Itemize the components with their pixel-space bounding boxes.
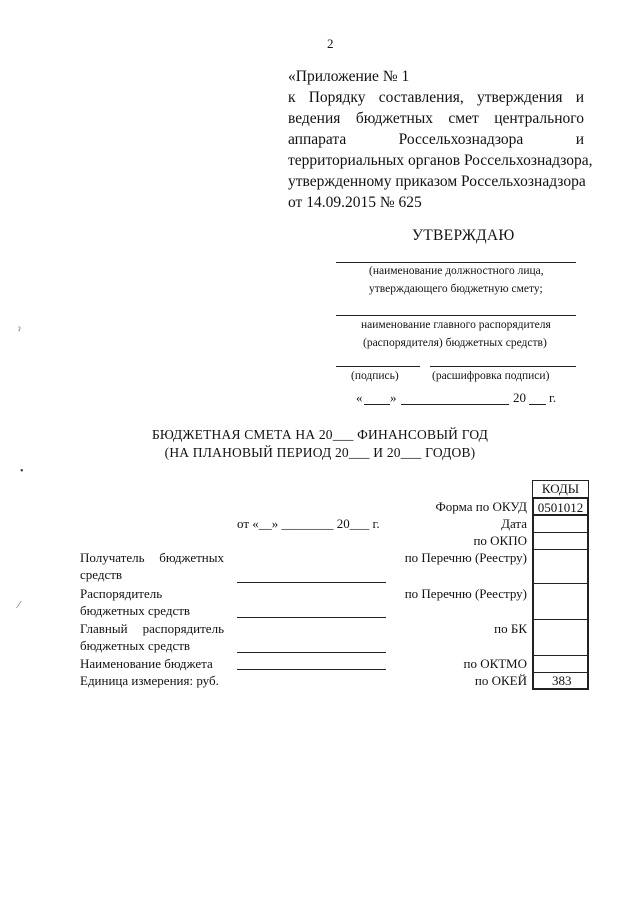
manager-caption-1: наименование главного распорядителя xyxy=(361,319,551,331)
codes-column xyxy=(532,497,589,690)
main-manager-word: распорядитель xyxy=(142,621,224,636)
official-caption-2: утверждающего бюджетную смету; xyxy=(369,283,543,295)
appendix-line-4 xyxy=(288,129,584,150)
recipient-word: бюджетных xyxy=(159,550,224,565)
manager-registry-label: по Перечню (Реестру) xyxy=(404,586,527,601)
appendix-line-7: от 14.09.2015 № 625 xyxy=(288,194,422,211)
bk-label: по БК xyxy=(494,621,527,636)
recipient-label-line-2: средств xyxy=(80,567,123,582)
approval-month-line xyxy=(401,404,509,405)
manager-label-line-1: Распорядитель xyxy=(80,586,163,601)
appendix-line-6: утвержденному приказом Россельхознадзора xyxy=(288,173,586,190)
manager-value-line xyxy=(237,617,386,618)
codes-divider xyxy=(532,655,589,656)
approval-heading: УТВЕРЖДАЮ xyxy=(412,227,515,244)
recipient-word: Получатель xyxy=(80,550,145,565)
appendix-line-2 xyxy=(288,87,584,108)
recipient-value-line xyxy=(237,582,386,583)
official-name-line xyxy=(336,262,576,263)
page-number: 2 xyxy=(327,36,334,51)
approval-year-line xyxy=(529,404,546,405)
manager-name-line xyxy=(336,315,576,316)
okud-label: Форма по ОКУД xyxy=(435,499,527,514)
signature-line xyxy=(336,366,420,367)
okpo-label: по ОКПО xyxy=(473,533,527,548)
decode-caption: (расшифровка подписи) xyxy=(432,370,550,382)
appendix-title: «Приложение № 1 xyxy=(288,68,410,85)
appendix-word: аппарата xyxy=(288,131,347,148)
scan-mark: • xyxy=(20,466,24,477)
main-manager-label-line-2: бюджетных средств xyxy=(80,638,191,653)
approval-day-line xyxy=(364,404,390,405)
appendix-word: к xyxy=(288,89,296,106)
appendix-line-3 xyxy=(288,108,584,129)
appendix-word: составления, xyxy=(378,89,464,106)
appendix-word: утверждения xyxy=(476,89,563,106)
okei-label: по ОКЕЙ xyxy=(474,673,527,688)
appendix-word: Россельхознадзора xyxy=(398,131,524,148)
oktmo-label: по ОКТМО xyxy=(463,656,527,671)
approval-date-open: « xyxy=(356,390,363,405)
unit-label: Единица измерения: руб. xyxy=(80,673,219,688)
okei-code-value: 383 xyxy=(552,673,572,688)
appendix-word: центрального xyxy=(494,110,584,127)
appendix-word: и xyxy=(575,89,584,106)
codes-divider xyxy=(532,532,589,533)
manager-label-line-2: бюджетных средств xyxy=(80,603,191,618)
recipient-label-line-1 xyxy=(80,550,224,566)
scan-mark: ˀ xyxy=(18,326,21,337)
appendix-word: ведения xyxy=(288,110,341,127)
form-date-from: от «__» ________ 20___ г. xyxy=(237,516,380,531)
official-caption-1: (наименование должностного лица, xyxy=(369,265,544,277)
main-manager-word: Главный xyxy=(80,621,128,636)
codes-divider xyxy=(532,583,589,584)
appendix-word: Порядку xyxy=(308,89,366,106)
scan-mark: ⁄ xyxy=(18,600,20,611)
approval-year-prefix: 20 xyxy=(513,390,526,405)
decode-line xyxy=(430,366,576,367)
recipient-registry-label: по Перечню (Реестру) xyxy=(404,550,527,565)
appendix-word: бюджетных xyxy=(355,110,433,127)
document-title-line-2: (НА ПЛАНОВЫЙ ПЕРИОД 20___ И 20___ ГОДОВ) xyxy=(164,445,476,460)
appendix-line-5: территориальных органов Россельхознадзора, xyxy=(288,152,593,169)
appendix-header xyxy=(288,66,593,213)
approval-year-suffix: г. xyxy=(549,390,557,405)
approval-date-close: » xyxy=(390,390,397,405)
signature-caption: (подпись) xyxy=(351,370,399,382)
okud-code-cell: 0501012 xyxy=(532,497,589,516)
document-title-line-1: БЮДЖЕТНАЯ СМЕТА НА 20___ ФИНАНСОВЫЙ ГОД xyxy=(151,427,489,442)
main-manager-value-line xyxy=(237,652,386,653)
main-manager-label-line-1 xyxy=(80,621,224,637)
codes-divider xyxy=(532,549,589,550)
budget-name-value-line xyxy=(237,669,386,670)
manager-caption-2: (распорядителя) бюджетных средств) xyxy=(363,337,547,349)
appendix-word: смет xyxy=(448,110,479,127)
budget-name-label: Наименование бюджета xyxy=(80,656,213,671)
codes-header: КОДЫ xyxy=(532,480,589,498)
appendix-word: и xyxy=(575,131,584,148)
date-label: Дата xyxy=(501,516,527,531)
codes-divider xyxy=(532,619,589,620)
